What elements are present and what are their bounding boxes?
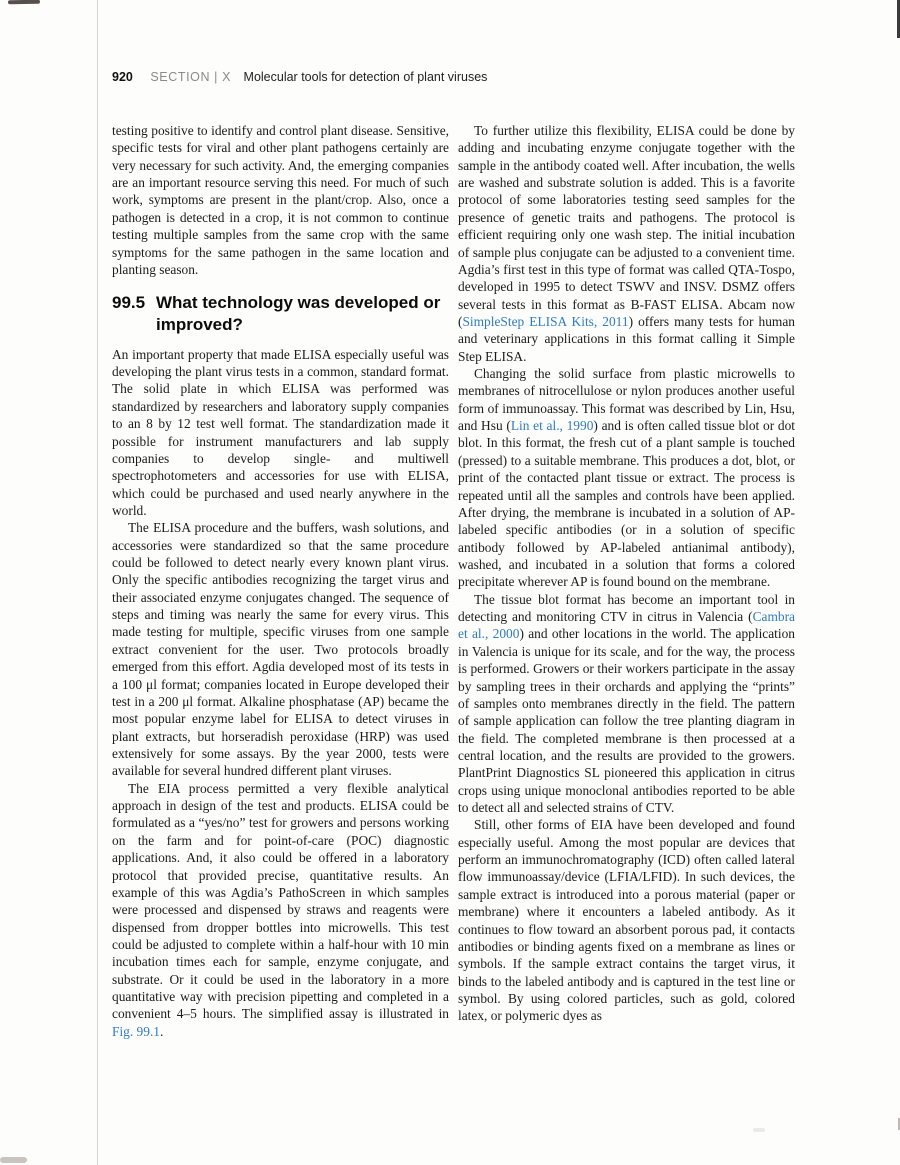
scan-artifact (8, 0, 40, 4)
page-margin-divider (97, 0, 98, 1165)
paragraph: The ELISA procedure and the buffers, wash solutions, and accessories were standardized so that the same procedure could be followed to detect nearly every known plant virus. Only the specific antibodies recognizing the target virus and their associated enzyme conjugates changed. The sequence of steps and timing was nearly the same for every virus. This made testing for multiple, specific viruses from one sample extract convenient for the user. Two protocols broadly emerged from this effort. Agdia developed most of its tests in a 100 μl format; companies located in Europe developed their test in a 200 μl format. Alkaline phosphatase (AP) became the most popular enzyme label for ELISA to detect viruses in plant extracts, but horseradish peroxidase (HRP) was used extensively for some assays. By the year 2000, tests were available for several hundred different plant viruses. (112, 520, 449, 779)
citation-link[interactable]: Cambra et al., 2000 (458, 609, 795, 642)
section-heading (112, 292, 449, 336)
paragraph: testing positive to identify and control plant disease. Sensitive, specific tests for viral and other plant pathogens certainly are very necessary for such activity. And, the emerging companies are an important resource serving this need. For much of such work, symptoms are present in the plant/crop. Also, once a pathogen is detected in a crop, it is not common to continue testing multiple samples from the same crop with the same symptoms for the same pathogen in the same location and planting season. (112, 123, 449, 277)
running-header (112, 70, 795, 84)
paragraph: An important property that made ELISA especially useful was developing the plant virus tests in a common, standard format. The solid plate in which ELISA was performed was standardized by researchers and laboratory supply companies to an 8 by 12 test well format. The standardization made it possible for instrument manufacturers and lab supply companies to develop single- and multiwell spectrophotometers and accessories for use with ELISA, which could be purchased and used nearly anywhere in the world. (112, 346, 449, 518)
paragraph: The tissue blot format has become an important tool in detecting and monitoring CTV in citrus in Valencia (Cambra et al., 2000) and other locations in the world. The application in Valencia is unique for its scale, and for the way, the process is performed. Growers or their workers participate in the assay by sampling trees in their orchards and applying the “prints” of samples onto membranes directly in the field. The pattern of sample application can follow the tree planting diagram in the field. The completed membrane is then processed at a central location, and the results are provided to the growers. PlantPrint Diagnostics SL pioneered this application in citrus crops using unique monoclonal antibodies reported to be able to detect all and selected strains of CTV. (458, 591, 796, 816)
section-title: Molecular tools for detection of plant viruses (243, 70, 488, 84)
left-column (112, 122, 449, 1040)
citation-link[interactable]: SimpleStep ELISA Kits, 2011 (462, 313, 629, 329)
left-column-rest (112, 346, 449, 1040)
right-column-paragraphs (458, 122, 795, 1025)
left-column-top (112, 122, 449, 278)
citation-link[interactable]: Lin et al., 1990 (510, 418, 594, 434)
section-heading-number: 99.5 (112, 293, 146, 313)
right-column (458, 122, 795, 1040)
page-number: 920 (112, 70, 133, 84)
citation-link[interactable]: Fig. 99.1 (112, 1023, 160, 1039)
section-heading-text: What technology was developed or improved? (156, 293, 441, 334)
page-body (112, 122, 795, 1040)
paragraph: The EIA process permitted a very flexible analytical approach in design of the test and products. ELISA could be formulated as a “yes/no” test for growers and persons working on the farm and for point-of-care (POC) diagnostic applications. And, it also could be offered in a laboratory protocol that provided precise, quantitative results. An example of this was Agdia’s PathoScreen in which samples were processed and dispensed by straws and reagents were dispensed from dropper bottles into microwells. This test could be adjusted to complete within a half-hour with 10 min incubation times each for sample, enzyme conjugate, and substrate. Or it could be used in the laboratory in a more quantitative way with precision pipetting and completed in a convenient 4–5 hours. The simplified assay is illustrated in Fig. 99.1. (112, 780, 449, 1039)
scan-artifact (753, 1128, 765, 1132)
paragraph: To further utilize this flexibility, ELISA could be done by adding and incubating enzyme conjugate together with the sample in the antibody coated well. After incubation, the wells are washed and substrate solution is added. This is a favorite protocol of some laboratories testing seed samples for the presence of genetic traits and pathogens. The protocol is efficient requiring only one wash step. The initial incubation of sample plus conjugate can be adjusted to a convenient time. Agdia’s first test in this type of format was called QTA-Tospo, developed in 1995 to detect TSWV and INSV. DSMZ offers several tests in this format as B-FAST ELISA. Abcam now (SimpleStep ELISA Kits, 2011) offers many tests for human and veterinary applications in this format calling it Simple Step ELISA. (458, 123, 795, 364)
paragraph: Changing the solid surface from plastic microwells to membranes of nitrocellulose or nylon produces another useful form of immunoassay. This format was described by Lin, Hsu, and Hsu (Lin et al., 1990) and is often called tissue blot or dot blot. In this format, the fresh cut of a plant sample is touched (pressed) to a suitable membrane. This produces a dot, blot, or print of the contacted plant tissue or extract. The process is repeated until all the samples and controls have been applied. After drying, the membrane is incubated in a solution of AP-labeled specific antibodies (or in a solution of specific antibody followed by AP-labeled antianimal antibody), washed, and incubated in a solution that forms a colored precipitate wherever AP is found bound on the membrane. (458, 366, 795, 590)
scan-artifact (0, 1157, 27, 1163)
section-label: SECTION | X (150, 70, 232, 84)
paragraph: Still, other forms of EIA have been developed and found especially useful. Among the most popular are devices that perform an immunochromatography (ICD) often called lateral flow immunoassay/device (LFIA/LFID). In such devices, the sample extract is introduced into a porous material (paper or membrane) where it encounters a labeled antibody. As it continues to flow toward an absorbent porous pad, it contacts antibodies or binding agents fixed on a membrane as lines or symbols. If the sample extract contains the target virus, it binds to the labeled antibody and is captured in the test line or symbol. By using colored particles, such as gold, colored latex, or polymeric dyes as (458, 817, 795, 1024)
